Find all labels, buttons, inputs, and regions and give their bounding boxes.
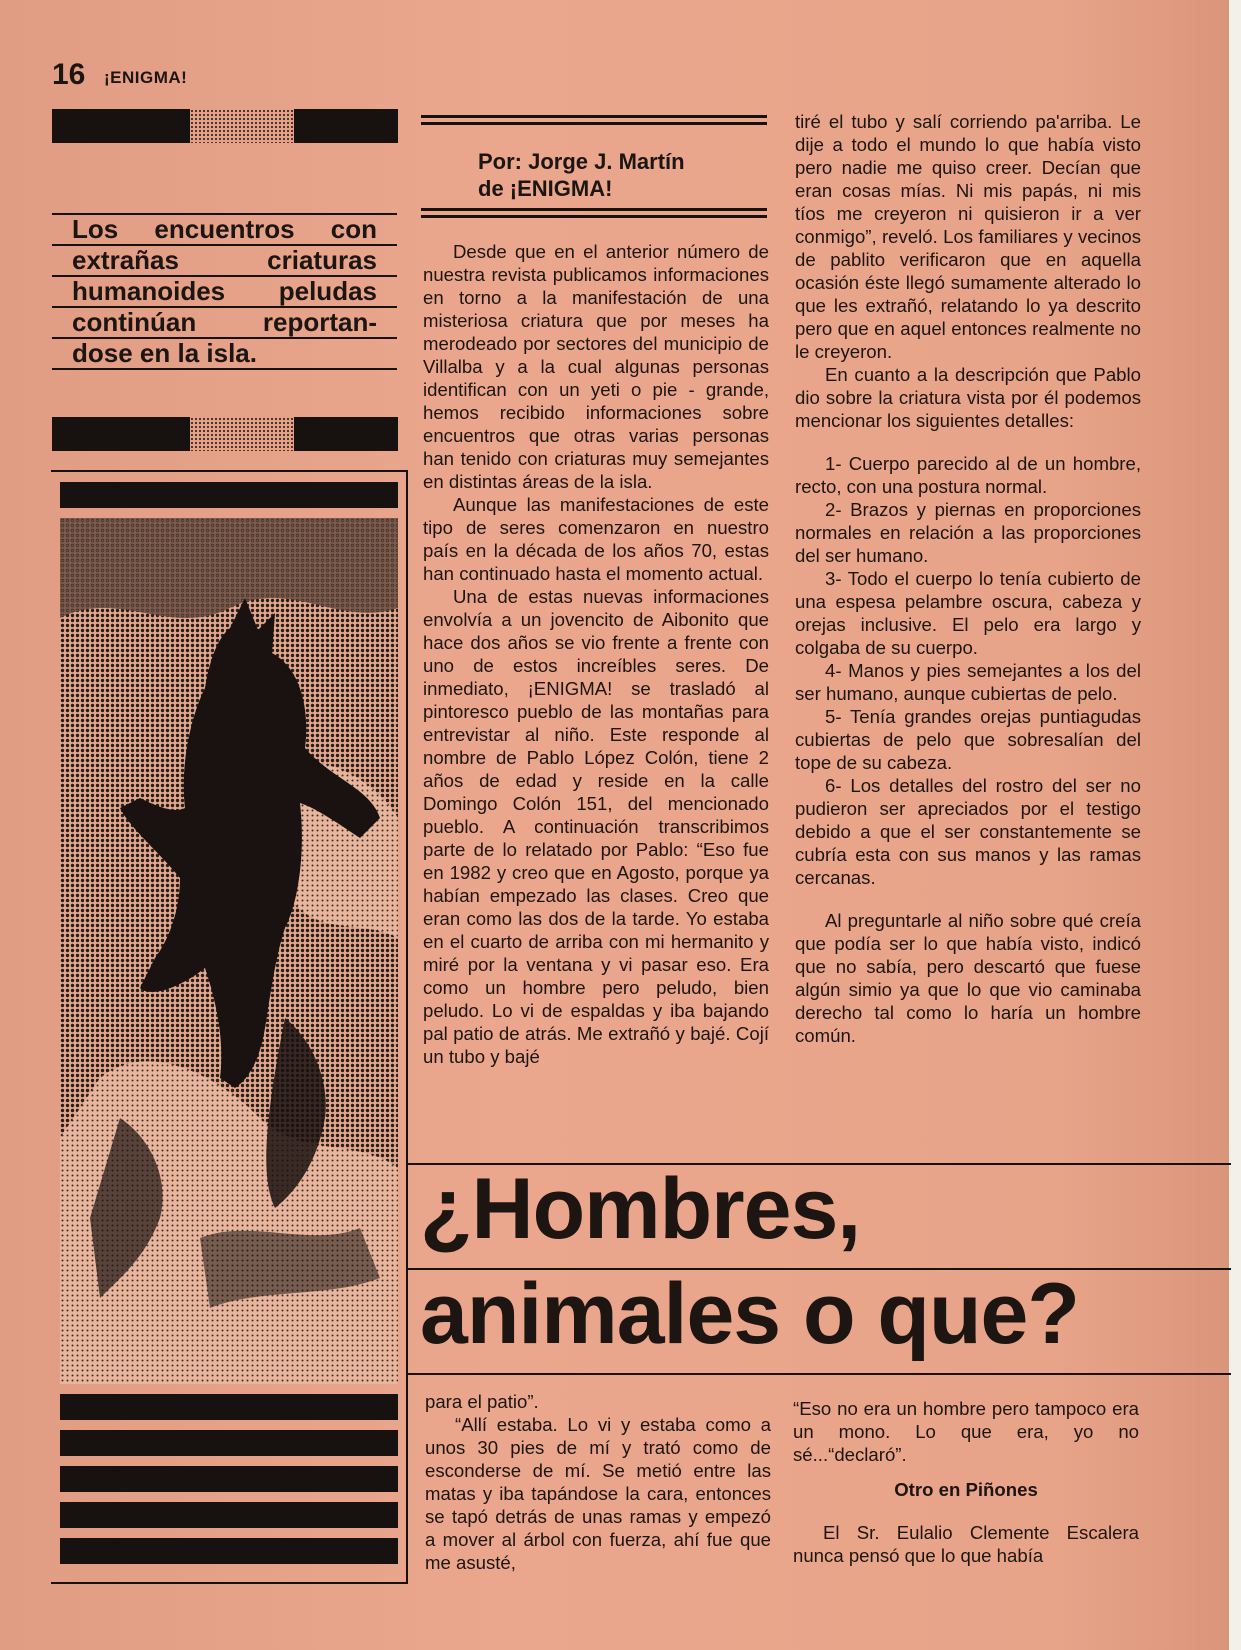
article-column-4 [793, 1397, 1139, 1567]
detail-item: 1- Cuerpo parecido al de un hombre, recto, con una postura normal. [795, 453, 1141, 497]
photo-top-bar [60, 482, 398, 508]
byline-rule [421, 115, 767, 118]
detail-item: 2- Brazos y piernas en proporciones normales en relación a las proporciones del ser humano. [795, 499, 1141, 566]
lede-line: continúan reportan- [72, 307, 377, 337]
article-column-1 [423, 240, 769, 1068]
lede-line: extrañas criaturas [72, 245, 377, 275]
byline-author: Por: Jorge J. Martín [478, 149, 685, 174]
headline-rule-bottom [408, 1373, 1231, 1375]
subheading: Otro en Piñones [894, 1479, 1038, 1500]
page-number: 16 [52, 58, 86, 91]
byline-publication: de ¡ENIGMA! [478, 176, 613, 201]
article-paragraph: “Allí estaba. Lo vi y estaba como a unos 30 pies de mí y trató como de esconderse de mí. Se metió entre las matas y iba tapándose la cara, entonces se tapó detrás de unas ramas y empezó a mover al árbol con fuerza, ahí fue que me asusté, [425, 1414, 771, 1573]
lede-line: dose en la isla. [72, 338, 257, 368]
magazine-name: ¡ENIGMA! [104, 68, 188, 87]
article-column-2 [795, 110, 1141, 1047]
article-paragraph: Aunque las manifestaciones de este tipo de seres comenzaron en nuestro país en la década de los años 70, estas han continuado hasta el momento actual. [423, 494, 769, 584]
headline-line-1: ¿Hombres, [420, 1161, 861, 1257]
article-paragraph: “Eso no era un hombre pero tampoco era un mono. Lo que era, yo no sé...“declaró”. [793, 1398, 1139, 1465]
decorative-bar-top [52, 109, 398, 143]
creature-photo [60, 518, 398, 1384]
article-paragraph: Una de estas nuevas informaciones envolvía a un jovencito de Aibonito que hace dos años se vio frente a frente con uno de estos increíbles seres. De inmediato, ¡ENIGMA! se trasladó al pintoresco pueblo de las montañas para entrevistar al niño. Este responde al nombre de Pablo López Colón, tiene 2 años de edad y reside en la calle Domingo Colón 151, del mencionado pueblo. A continuación transcribimos parte de lo relatado por Pablo: “Eso fue en 1982 y creo que en Agosto, porque ya habían empezado las clases. Creo que eran como las dos de la tarde. Yo estaba en el cuarto de arriba con mi hermanito y miré por la ventana y vi pasar eso. Era como un hombre pero peludo, bien peludo. Lo vi de espaldas y iba bajando pal patio de atrás. Me extrañó y bajé. Cojí un tubo y bajé [423, 586, 769, 1067]
byline [478, 148, 685, 202]
lede-line: Los encuentros con [72, 214, 377, 244]
decorative-bar-middle [52, 417, 398, 451]
page-edge [1229, 0, 1241, 1650]
detail-item: 6- Los detalles del rostro del ser no pudieron ser apreciados por el testigo debido a que el ser constantemente se cubría esta con sus manos y las ramas cercanas. [795, 775, 1141, 888]
photo-bottom-bar-3 [60, 1466, 398, 1492]
byline-rule [421, 215, 767, 218]
halftone-creature-image [60, 518, 398, 1384]
photo-bottom-bar-1 [60, 1394, 398, 1420]
detail-item: 5- Tenía grandes orejas puntiagudas cubiertas de pelo que sobresalían del tope de su cabeza. [795, 706, 1141, 773]
detail-item: 4- Manos y pies semejantes a los del ser humano, aunque cubiertas de pelo. [795, 660, 1141, 704]
photo-bottom-bar-4 [60, 1502, 398, 1528]
byline-rule [421, 122, 767, 125]
article-paragraph: Al preguntarle al niño sobre qué creía que podía ser lo que había visto, indicó que no sabía, pero descartó que fuese algún simio ya que lo que vio caminaba derecho tal como lo haría un hombre común. [795, 910, 1141, 1046]
photo-bottom-bar-5 [60, 1538, 398, 1564]
article-paragraph: El Sr. Eulalio Clemente Escalera nunca pensó que lo que había [793, 1522, 1139, 1566]
lede-box [52, 213, 397, 370]
lede-line: humanoides peludas [72, 276, 377, 306]
article-paragraph: Desde que en el anterior número de nuestra revista publicamos informaciones en torno a la manifestación de una misteriosa criatura que por meses ha merodeado por sectores del municipio de Villalba y a la cual algunas personas identifican con un yeti o pie - grande, hemos recibido informaciones sobre encuentros que otras varias personas han tenido con criaturas muy semejantes en distintas áreas de la isla. [423, 241, 769, 492]
column-divider [406, 1160, 408, 1580]
headline-line-2: animales o que? [420, 1266, 1079, 1362]
detail-item: 3- Todo el cuerpo lo tenía cubierto de una espesa pelambre oscura, cabeza y orejas inclusive. El pelo era largo y colgaba de su cuerpo. [795, 568, 1141, 658]
byline-rule [421, 208, 767, 211]
article-paragraph: tiré el tubo y salí corriendo pa'arriba. Le dije a todo el mundo lo que había visto pero nadie me quiso creer. Decían que eran cosas mías. Ni mis papás, ni mis tíos me creyeron ni quisieron ir a ver conmigo”, reveló. Los familiares y vecinos de pablito verificaron que en aquella ocasión éste llegó sumamente alterado lo que les extrañó, relatando lo ya descrito pero que en aquel entonces realmente no le creyeron. [795, 111, 1141, 362]
article-paragraph: En cuanto a la descripción que Pablo dio sobre la criatura vista por él podemos mencionar los siguientes detalles: [795, 364, 1141, 431]
photo-bottom-bar-2 [60, 1430, 398, 1456]
article-column-3 [425, 1390, 771, 1574]
article-paragraph: para el patio”. [425, 1391, 539, 1412]
